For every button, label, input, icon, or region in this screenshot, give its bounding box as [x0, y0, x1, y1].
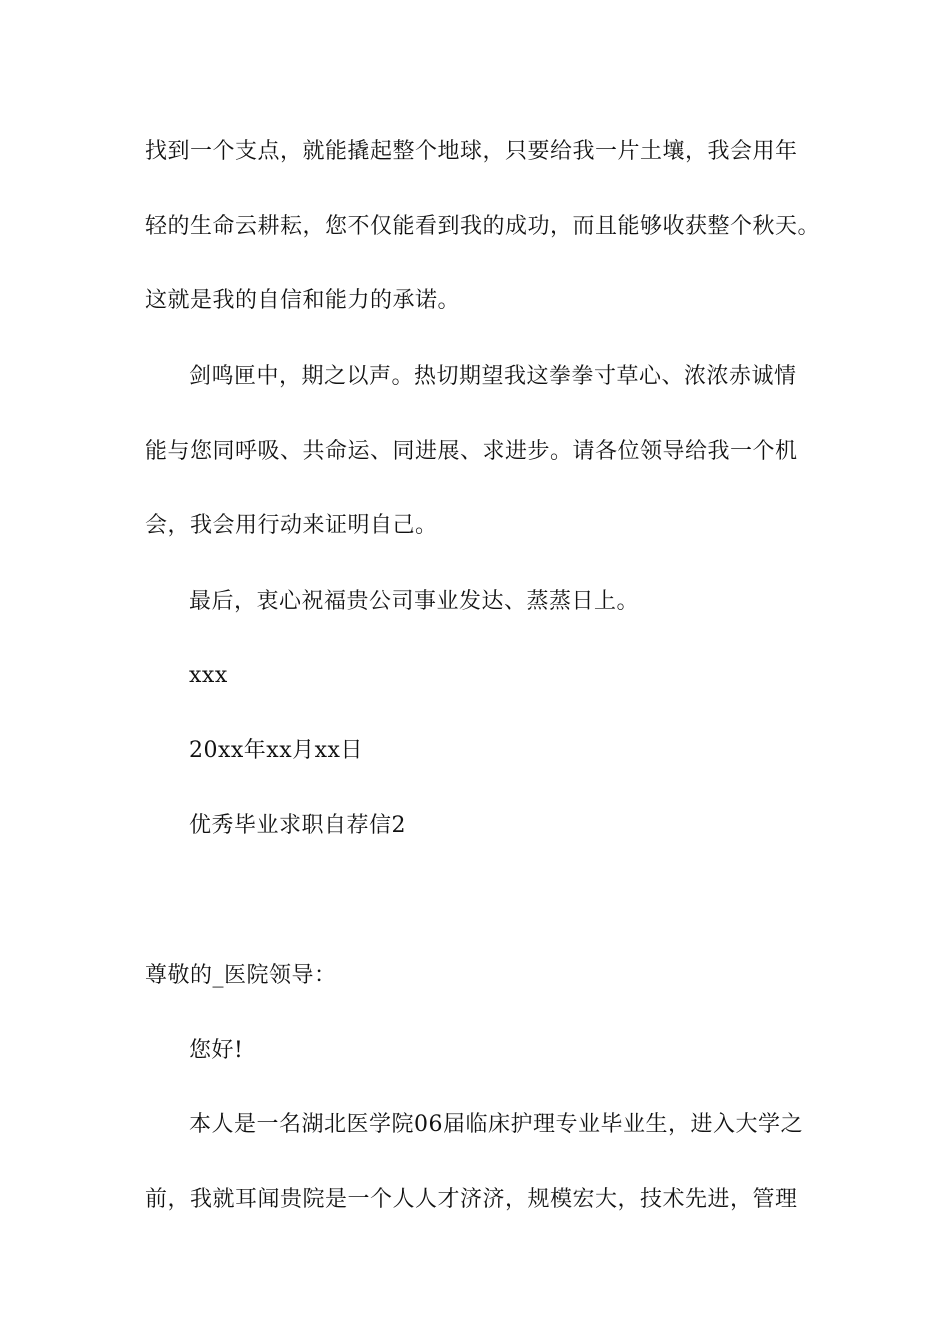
signature: xxx [189, 663, 228, 688]
paragraph-1-line-3: 这就是我的自信和能力的承诺。 [145, 288, 461, 313]
paragraph-2-line-3: 会，我会用行动来证明自己。 [145, 513, 438, 538]
paragraph-3-line-1: 本人是一名湖北医学院06届临床护理专业毕业生，进入大学之 [189, 1112, 803, 1137]
paragraph-3-line-2: 前，我就耳闻贵院是一个人人才济济，规模宏大，技术先进，管理 [145, 1187, 798, 1212]
closing-line: 最后，衷心祝福贵公司事业发达、蒸蒸日上。 [189, 589, 640, 614]
paragraph-2-line-1: 剑鸣匣中，期之以声。热切期望我这拳拳寸草心、浓浓赤诚情 [189, 364, 797, 389]
salutation: 尊敬的_医院领导： [145, 963, 337, 988]
date: 20xx年xx月xx日 [189, 738, 363, 763]
section-title: 优秀毕业求职自荐信2 [189, 813, 406, 838]
paragraph-1-line-2: 轻的生命云耕耘，您不仅能看到我的成功，而且能够收获整个秋天。 [145, 214, 821, 239]
paragraph-2-line-2: 能与您同呼吸、共命运、同进展、求进步。请各位领导给我一个机 [145, 439, 798, 464]
greeting: 您好! [189, 1038, 244, 1063]
paragraph-1-line-1: 找到一个支点，就能撬起整个地球，只要给我一片土壤，我会用年 [145, 139, 798, 164]
